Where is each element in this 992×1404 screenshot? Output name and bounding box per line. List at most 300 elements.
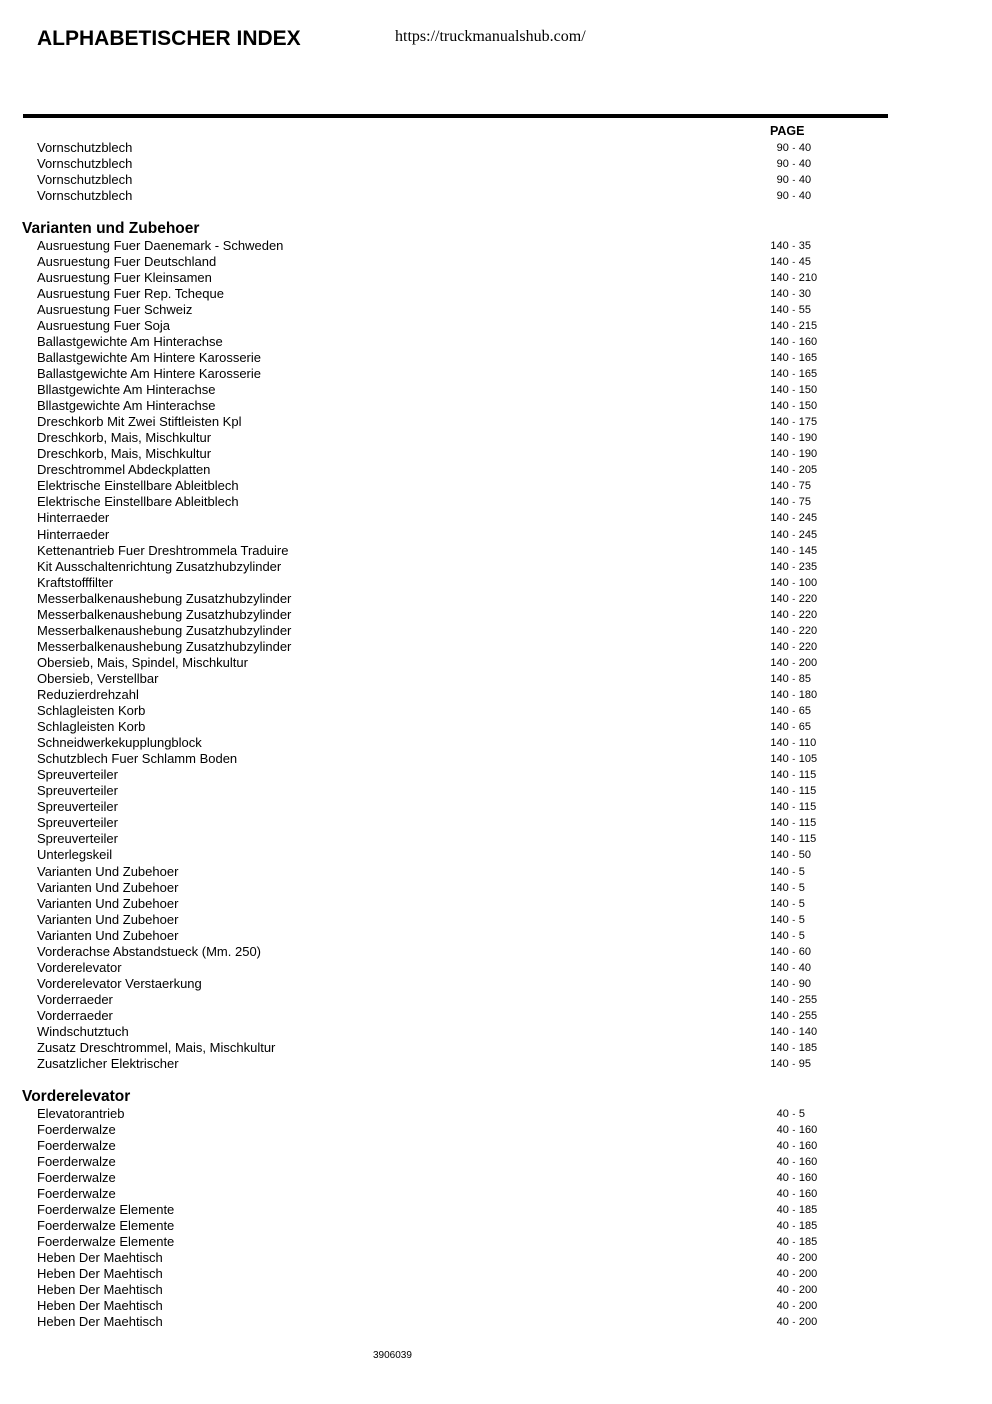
- reference-separator: -: [792, 240, 796, 251]
- entry-name: Vorderelevator Verstaerkung: [37, 975, 202, 991]
- index-row: [0, 655, 992, 671]
- entry-name: Foerderwalze: [37, 1169, 116, 1185]
- index-row: [0, 1298, 992, 1314]
- reference-separator: -: [792, 962, 796, 973]
- entry-name: Messerbalkenaushebung Zusatzhubzylinder: [37, 622, 292, 638]
- entry-name: Zusatz Dreschtrommel, Mais, Mischkultur: [37, 1040, 276, 1056]
- page-number: 185: [798, 1219, 818, 1232]
- page-reference: [770, 768, 816, 782]
- reference-separator: -: [792, 994, 796, 1005]
- reference-separator: -: [792, 1010, 796, 1021]
- entry-name: Foerderwalze Elemente: [37, 1217, 175, 1233]
- page-number: 40: [798, 158, 812, 171]
- page-number: 200: [798, 1316, 818, 1329]
- reference-separator: -: [792, 401, 796, 412]
- page-reference: [770, 688, 817, 702]
- section-number: 140: [770, 929, 789, 942]
- page-reference: [777, 1219, 818, 1233]
- page-reference: [770, 495, 811, 509]
- section-number: 40: [776, 1219, 789, 1232]
- reference-separator: -: [792, 1237, 796, 1247]
- page-number: 95: [798, 1058, 811, 1071]
- section-number: 140: [770, 801, 789, 814]
- section-number: 140: [770, 656, 789, 669]
- page-reference: [770, 913, 804, 927]
- page-number: 90: [798, 977, 811, 990]
- page-reference: [777, 1267, 818, 1281]
- page-reference: [770, 640, 817, 654]
- entry-name: Heben Der Maehtisch: [37, 1266, 163, 1282]
- page-number: 200: [798, 1268, 818, 1281]
- section-number: 140: [770, 737, 789, 750]
- index-row: [0, 767, 992, 783]
- index-row: [0, 880, 992, 896]
- section-number: 140: [770, 608, 789, 621]
- reference-separator: -: [792, 449, 796, 460]
- page-reference: [770, 656, 817, 670]
- reference-separator: -: [792, 625, 796, 636]
- section-number: 140: [770, 881, 789, 894]
- index-row: [0, 238, 992, 254]
- page-number: 205: [798, 464, 818, 477]
- entry-name: Heben Der Maehtisch: [37, 1314, 163, 1330]
- page-number: 115: [798, 817, 817, 830]
- section-number: 140: [770, 689, 789, 701]
- index-row: [0, 1234, 992, 1250]
- page-reference: [777, 1235, 818, 1249]
- index-row: [0, 944, 992, 960]
- reference-separator: -: [792, 1317, 796, 1328]
- page-reference: [777, 1123, 818, 1137]
- entry-name: Foerderwalze: [37, 1121, 116, 1137]
- index-row: [0, 687, 992, 703]
- header-rule: [23, 114, 888, 118]
- index-row: [0, 1186, 992, 1202]
- section-number: 140: [770, 785, 789, 798]
- entry-name: Varianten Und Zubehoer: [37, 927, 179, 943]
- reference-separator: -: [792, 1043, 796, 1054]
- page-reference: [770, 415, 817, 429]
- page-reference: [770, 511, 817, 525]
- reference-separator: -: [792, 433, 796, 444]
- section-number: 140: [770, 993, 789, 1006]
- page-number: 105: [798, 753, 818, 766]
- page-number: 40: [798, 142, 812, 154]
- section-number: 140: [770, 384, 789, 397]
- page-number: 45: [798, 255, 811, 268]
- page-number: 55: [798, 303, 811, 316]
- section-number: 90: [776, 174, 789, 187]
- reference-separator: -: [792, 385, 796, 396]
- reference-separator: -: [792, 1253, 796, 1264]
- index-row: [0, 559, 992, 575]
- entry-name: Foerderwalze: [37, 1185, 116, 1201]
- reference-separator: -: [792, 978, 796, 989]
- index-row: [0, 1040, 992, 1056]
- entry-name: Messerbalkenaushebung Zusatzhubzylinder: [37, 606, 292, 622]
- reference-separator: -: [792, 143, 796, 153]
- page-number: 255: [798, 993, 818, 1006]
- entry-name: Foerderwalze Elemente: [37, 1234, 175, 1249]
- index-row: [0, 864, 992, 880]
- index-row: [0, 815, 992, 831]
- index-row: [0, 719, 992, 735]
- index-row: [0, 527, 992, 543]
- page-number: 175: [798, 416, 818, 429]
- index-row: [0, 302, 992, 318]
- index-row: [0, 847, 992, 863]
- entry-name: Ausruestung Fuer Schweiz: [37, 301, 193, 317]
- section-number: 40: [776, 1252, 789, 1265]
- section-number: 140: [770, 335, 789, 348]
- index-row: [0, 446, 992, 462]
- reference-separator: -: [792, 754, 796, 765]
- page-reference: [770, 592, 817, 606]
- page-reference: [777, 1107, 805, 1121]
- index-row: [0, 928, 992, 944]
- reference-separator: -: [792, 706, 796, 717]
- entry-name: Vornschutzblech: [37, 140, 133, 155]
- reference-separator: -: [792, 866, 796, 877]
- entry-name: Ausruestung Fuer Soja: [37, 317, 170, 333]
- reference-separator: -: [792, 1124, 796, 1135]
- page-number: 160: [798, 1123, 818, 1136]
- index-row: [0, 1122, 992, 1138]
- section-number: 90: [776, 142, 789, 154]
- index-row: [0, 703, 992, 719]
- reference-separator: -: [792, 320, 796, 331]
- reference-separator: -: [792, 353, 796, 364]
- index-row: [0, 494, 992, 510]
- page-reference: [770, 576, 817, 590]
- reference-separator: -: [792, 256, 796, 267]
- reference-separator: -: [792, 465, 796, 476]
- page-reference: [770, 672, 811, 686]
- page-reference: [770, 399, 817, 413]
- section-number: 40: [776, 1107, 789, 1120]
- reference-separator: -: [792, 272, 796, 283]
- page-number: 5: [798, 865, 805, 878]
- page-reference: [770, 816, 816, 830]
- section-number: 40: [776, 1268, 789, 1281]
- page-reference: [770, 303, 811, 317]
- page-number: 40: [798, 961, 811, 974]
- index-row: [0, 575, 992, 591]
- page-number: 65: [798, 721, 811, 734]
- page-number: 200: [798, 1252, 818, 1265]
- entry-name: Heben Der Maehtisch: [37, 1282, 163, 1298]
- section-number: 140: [770, 624, 789, 637]
- page-reference: [777, 189, 812, 203]
- index-row: [0, 462, 992, 478]
- section-heading: Vorderelevator: [22, 1088, 131, 1106]
- index-row: [0, 1250, 992, 1266]
- entry-name: Dreschkorb, Mais, Mischkultur: [37, 430, 212, 446]
- page-reference: [770, 431, 817, 445]
- section-number: 140: [770, 448, 789, 461]
- reference-separator: -: [792, 1301, 796, 1312]
- entry-name: Windschutztuch: [37, 1023, 129, 1039]
- page-reference: [770, 929, 804, 943]
- page-number: 150: [798, 384, 818, 397]
- section-number: 40: [776, 1236, 789, 1248]
- section-number: 140: [770, 592, 789, 605]
- page-number: 150: [798, 400, 818, 413]
- page-number: 190: [798, 432, 818, 445]
- reference-separator: -: [792, 657, 796, 668]
- index-title: ALPHABETISCHER INDEX: [37, 27, 301, 50]
- entry-name: Varianten Und Zubehoer: [37, 879, 179, 895]
- index-row: [0, 414, 992, 430]
- reference-separator: -: [792, 882, 796, 893]
- section-number: 140: [770, 400, 789, 413]
- section-number: 40: [776, 1300, 789, 1313]
- reference-separator: -: [792, 1108, 796, 1119]
- page-reference: [770, 1025, 817, 1039]
- index-row: [0, 382, 992, 398]
- section-number: 140: [770, 480, 789, 493]
- section-number: 40: [776, 1284, 789, 1297]
- page-number: 75: [798, 480, 811, 493]
- page-number: 65: [798, 705, 811, 718]
- entry-name: Dreschtrommel Abdeckplatten: [37, 462, 211, 478]
- entry-name: Ausruestung Fuer Rep. Tcheque: [37, 285, 224, 301]
- page-number: 50: [798, 849, 811, 862]
- page-reference: [770, 335, 817, 349]
- page-number: 100: [798, 576, 818, 589]
- page-reference: [770, 1057, 811, 1071]
- page-number: 160: [798, 1139, 818, 1152]
- index-row: [0, 976, 992, 992]
- page-number: 5: [798, 913, 805, 926]
- section-number: 140: [770, 833, 789, 846]
- entry-name: Heben Der Maehtisch: [37, 1250, 163, 1266]
- page-reference: [770, 977, 811, 991]
- reference-separator: -: [792, 545, 796, 556]
- entry-name: Ballastgewichte Am Hintere Karosserie: [37, 350, 261, 366]
- page-reference: [770, 848, 811, 862]
- reference-separator: -: [792, 529, 796, 540]
- reference-separator: -: [792, 818, 796, 829]
- reference-separator: -: [792, 1188, 796, 1199]
- reference-separator: -: [792, 561, 796, 572]
- section-number: 140: [770, 416, 789, 429]
- entry-name: Foerderwalze: [37, 1137, 116, 1153]
- reference-separator: -: [792, 641, 796, 652]
- page-reference: [770, 479, 811, 493]
- entry-name: Varianten Und Zubehoer: [37, 911, 179, 927]
- page-number: 30: [798, 287, 811, 300]
- entry-name: Spreuverteiler: [37, 815, 118, 831]
- page-reference: [770, 784, 816, 798]
- reference-separator: -: [792, 946, 796, 957]
- entry-name: Varianten Und Zubehoer: [37, 895, 179, 911]
- entry-name: Reduzierdrehzahl: [37, 687, 139, 702]
- page-number: 165: [798, 352, 818, 365]
- entry-name: Vorderelevator: [37, 959, 122, 975]
- index-row: [0, 156, 992, 172]
- index-row: [0, 350, 992, 366]
- page-number: 190: [798, 448, 818, 461]
- reference-separator: -: [792, 288, 796, 299]
- entry-name: Schneidwerkekupplungblock: [37, 735, 202, 751]
- entry-name: Hinterraeder: [37, 510, 110, 526]
- page-reference: [777, 1283, 818, 1297]
- page-number: 140: [798, 1025, 818, 1038]
- page-number: 40: [798, 174, 812, 187]
- section-number: 40: [776, 1155, 789, 1168]
- page-number: 5: [798, 929, 805, 942]
- section-heading: Varianten und Zubehoer: [22, 220, 200, 238]
- index-row: [0, 1266, 992, 1282]
- entry-name: Messerbalkenaushebung Zusatzhubzylinder: [37, 590, 292, 606]
- page-reference: [770, 351, 817, 365]
- section-number: 40: [776, 1203, 789, 1216]
- section-number: 140: [770, 897, 789, 910]
- reference-separator: -: [792, 481, 796, 492]
- section-number: 140: [770, 287, 789, 300]
- reference-separator: -: [792, 577, 796, 588]
- reference-separator: -: [792, 497, 796, 508]
- entry-name: Spreuverteiler: [37, 767, 118, 783]
- page-reference: [777, 1315, 818, 1329]
- page-reference: [777, 1251, 818, 1265]
- index-row: [0, 1056, 992, 1072]
- page-reference: [770, 528, 817, 542]
- page-reference: [770, 447, 817, 461]
- footer-document-code: 3906039: [373, 1350, 412, 1361]
- page-reference: [770, 865, 804, 879]
- index-row: [0, 318, 992, 334]
- reference-separator: -: [792, 1220, 796, 1231]
- section-number: 140: [770, 271, 789, 284]
- section-number: 140: [770, 913, 789, 926]
- index-row: [0, 1218, 992, 1234]
- section-number: 140: [770, 672, 789, 685]
- reference-separator: -: [792, 834, 796, 845]
- index-row: [0, 751, 992, 767]
- page-number: 200: [798, 656, 818, 669]
- page-reference: [777, 1203, 818, 1217]
- page-number: 160: [798, 1171, 818, 1184]
- reference-separator: -: [792, 898, 796, 909]
- reference-separator: -: [792, 673, 796, 684]
- page-reference: [777, 1155, 818, 1169]
- index-row: [0, 478, 992, 494]
- index-row: [0, 896, 992, 912]
- entry-name: Ausruestung Fuer Daenemark - Schweden: [37, 237, 284, 253]
- page-number: 185: [798, 1042, 818, 1055]
- entry-name: Spreuverteiler: [37, 783, 118, 799]
- page-number: 115: [798, 769, 817, 782]
- page-reference: [770, 720, 811, 734]
- page-number: 215: [798, 319, 818, 332]
- reference-separator: -: [792, 191, 796, 202]
- index-row: [0, 1154, 992, 1170]
- index-row: [0, 366, 992, 382]
- entry-name: Elektrische Einstellbare Ableitblech: [37, 478, 239, 494]
- index-row: [0, 960, 992, 976]
- entry-name: Messerbalkenaushebung Zusatzhubzylinder: [37, 638, 292, 654]
- reference-separator: -: [792, 1285, 796, 1296]
- section-number: 140: [770, 319, 789, 332]
- entry-name: Ausruestung Fuer Deutschland: [37, 253, 217, 269]
- index-row: [0, 140, 992, 156]
- page-number: 5: [798, 897, 805, 910]
- index-row: [0, 1202, 992, 1218]
- index-row: [0, 607, 992, 623]
- page-number: 245: [798, 528, 818, 541]
- index-row: [0, 1024, 992, 1040]
- site-url-link[interactable]: https://truckmanualshub.com/: [395, 28, 586, 45]
- section-number: 140: [770, 1009, 789, 1022]
- reference-separator: -: [792, 930, 796, 941]
- index-row: [0, 591, 992, 607]
- page-number: 145: [798, 544, 818, 557]
- section-number: 140: [770, 721, 789, 734]
- entry-name: Bllastgewichte Am Hinterachse: [37, 382, 216, 398]
- section-number: 140: [770, 560, 789, 573]
- page-number: 75: [798, 496, 811, 509]
- index-row: [0, 639, 992, 655]
- section-number: 90: [776, 158, 789, 171]
- page-reference: [770, 881, 804, 895]
- page-number: 40: [798, 190, 812, 203]
- reference-separator: -: [792, 159, 796, 170]
- section-number: 140: [770, 576, 789, 589]
- reference-separator: -: [792, 690, 796, 700]
- section-number: 140: [770, 239, 789, 252]
- section-number: 140: [770, 640, 789, 653]
- index-row: [0, 430, 992, 446]
- section-number: 40: [776, 1187, 789, 1200]
- entry-name: Obersieb, Mais, Spindel, Mischkultur: [37, 654, 248, 670]
- page-reference: [770, 993, 817, 1007]
- reference-separator: -: [792, 1269, 796, 1280]
- page-reference: [770, 800, 816, 814]
- page-reference: [770, 608, 817, 622]
- page-reference: [770, 897, 804, 911]
- page-number: 220: [798, 624, 818, 637]
- page-number: 220: [798, 640, 818, 653]
- reference-separator: -: [792, 850, 796, 861]
- index-row: [0, 1282, 992, 1298]
- section-number: 140: [770, 496, 789, 509]
- page-reference: [777, 1187, 818, 1201]
- entry-name: Dreschkorb, Mais, Mischkultur: [37, 446, 212, 462]
- entry-name: Schlagleisten Korb: [37, 719, 146, 735]
- page-number: 180: [798, 689, 818, 701]
- index-row: [0, 912, 992, 928]
- index-row: [0, 188, 992, 204]
- entry-name: Foerderwalze: [37, 1153, 116, 1169]
- index-row: [0, 543, 992, 559]
- entry-name: Hinterraeder: [37, 526, 110, 542]
- page-reference: [770, 736, 816, 750]
- entry-name: Bllastgewichte Am Hinterachse: [37, 398, 216, 414]
- index-row: [0, 1170, 992, 1186]
- entry-name: Zusatzlicher Elektrischer: [37, 1056, 179, 1072]
- index-row: [0, 992, 992, 1008]
- page-number: 35: [798, 239, 811, 252]
- entry-name: Vornschutzblech: [37, 188, 133, 204]
- section-number: 140: [770, 432, 789, 445]
- page-reference: [770, 271, 817, 285]
- section-number: 140: [770, 544, 789, 557]
- page-reference: [770, 367, 817, 381]
- section-number: 140: [770, 945, 789, 958]
- index-row: [0, 172, 992, 188]
